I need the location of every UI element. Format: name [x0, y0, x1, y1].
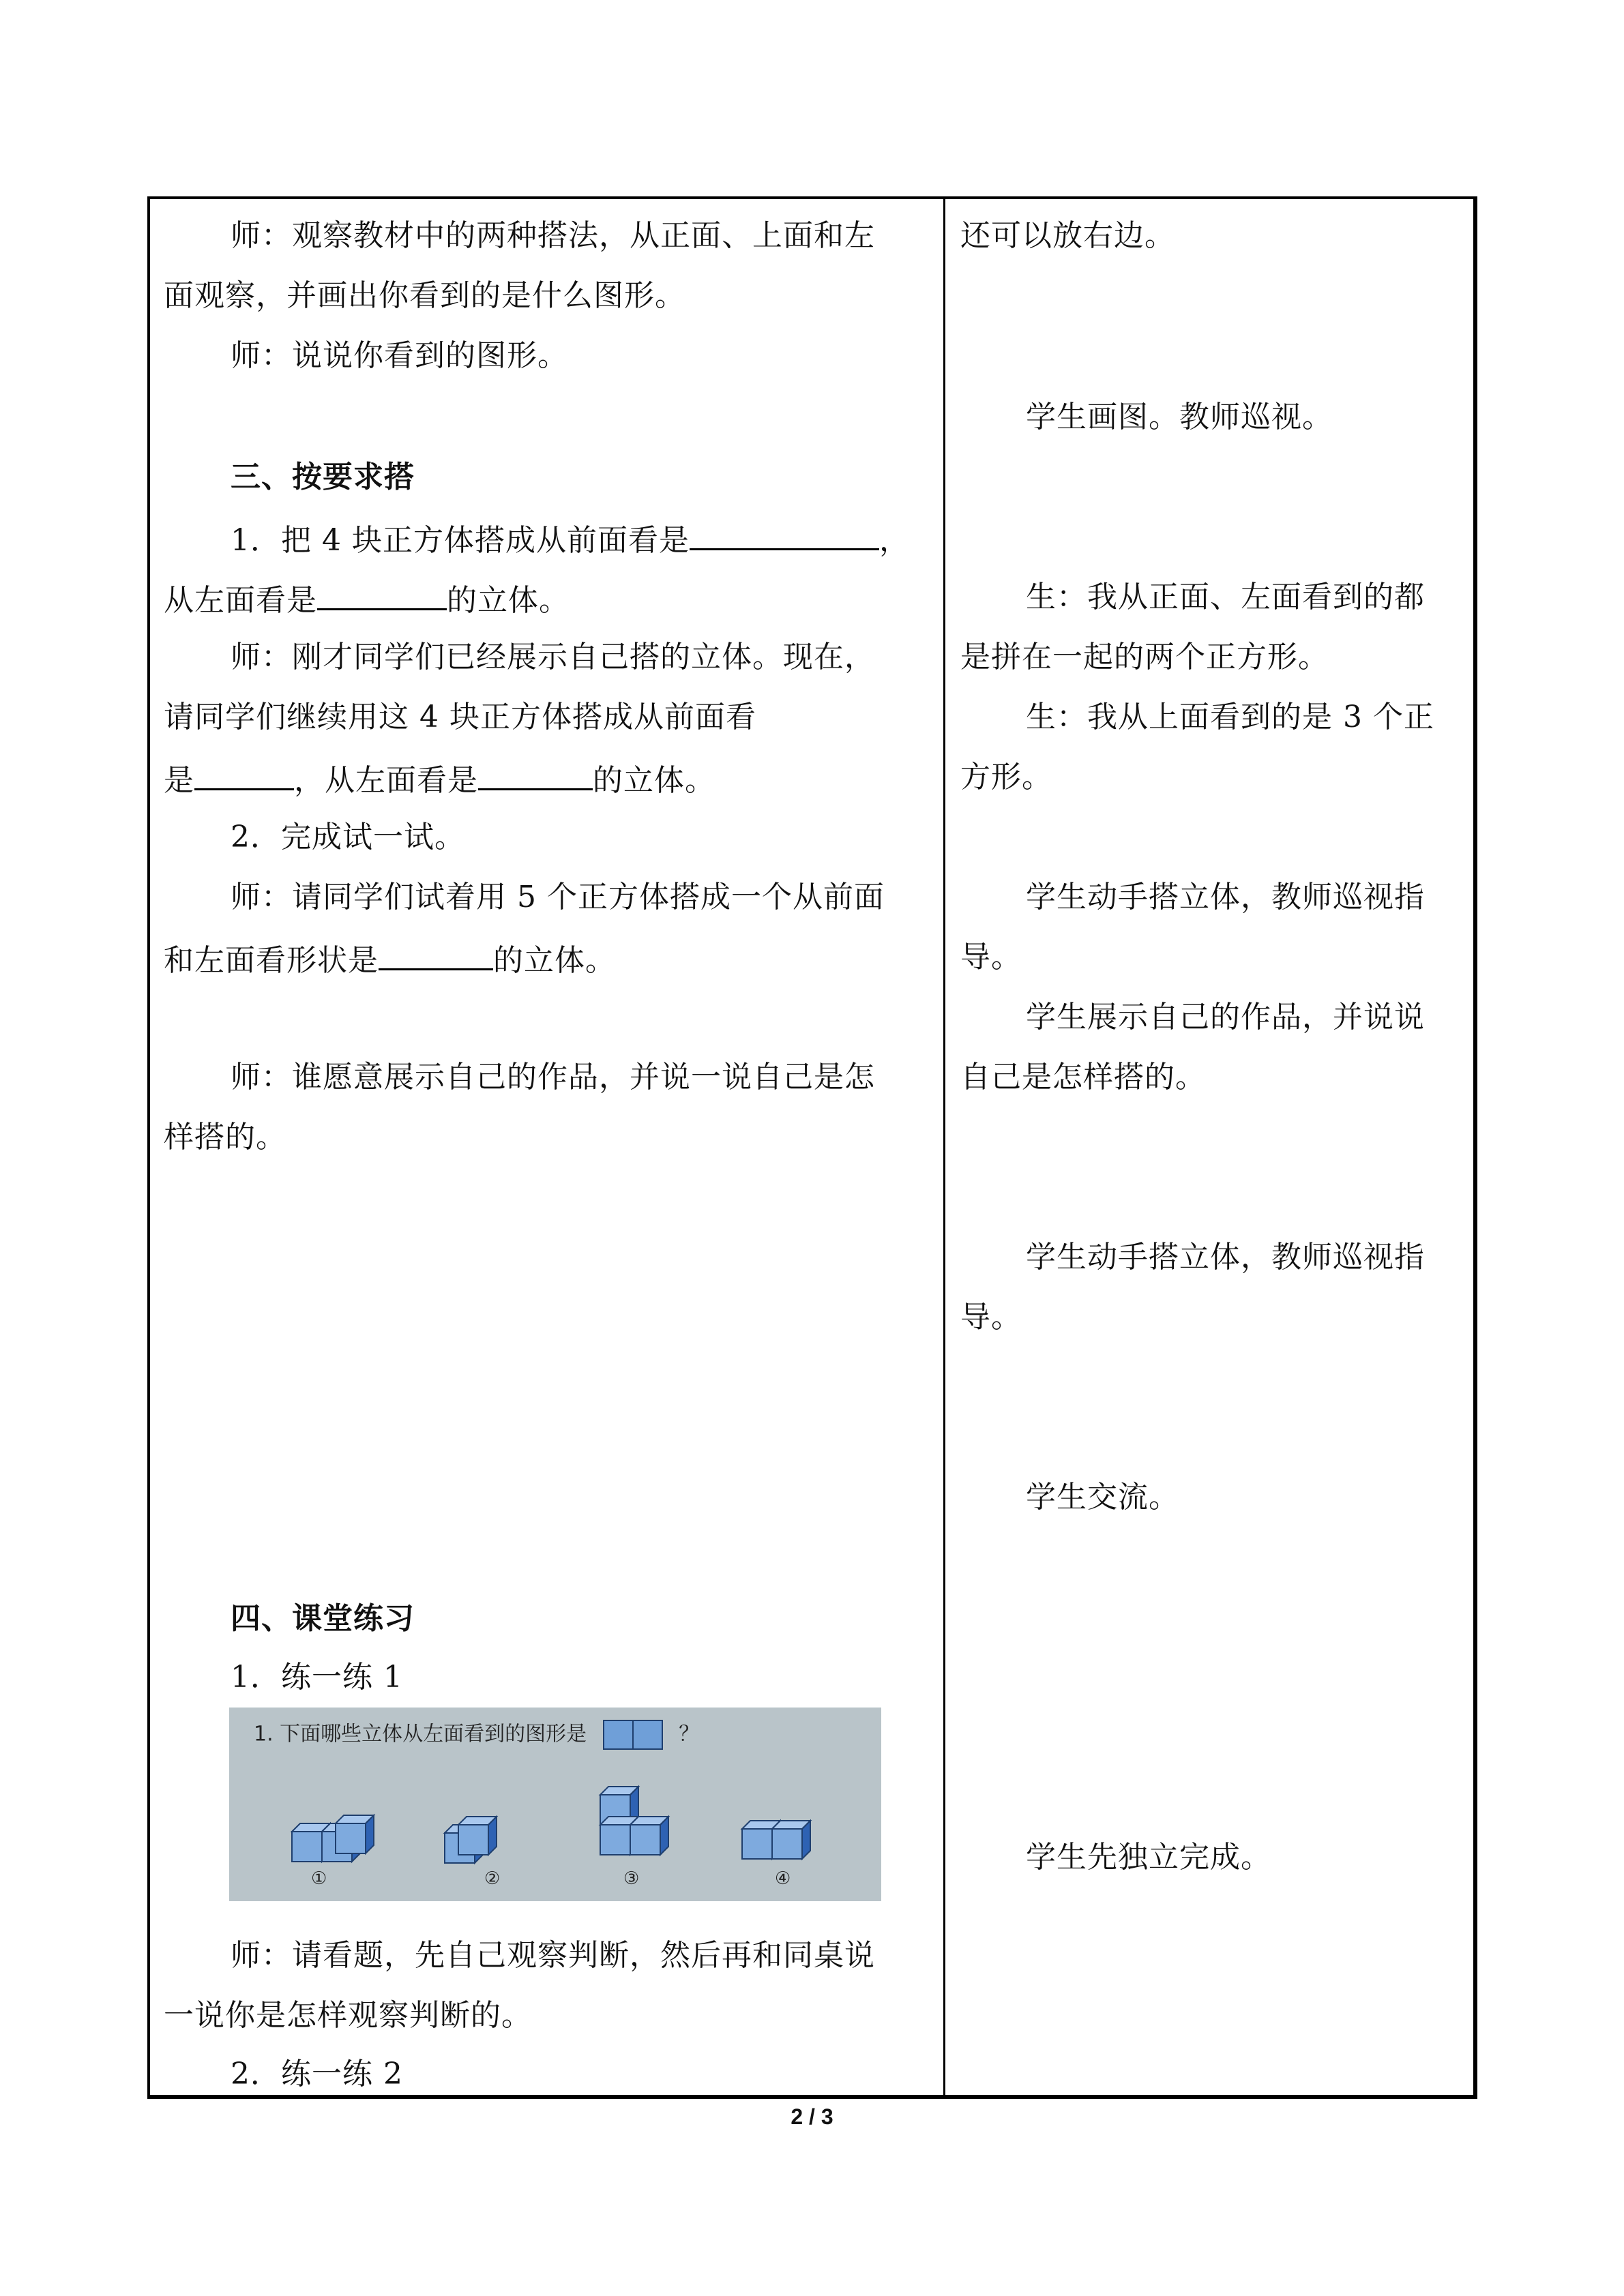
right-text: 学生展示自己的作品，并说说: [1026, 1000, 1425, 1034]
right-text: 学生交流。: [1026, 1480, 1179, 1515]
right-text: 学生画图。教师巡视。: [1026, 400, 1333, 434]
left-text: 1．把 4 块正方体搭成从前面看是 ，: [231, 518, 910, 560]
left-text: 2．练一练 2: [231, 2057, 403, 2091]
left-text: 师：刚才同学们已经展示自己搭的立体。现在，: [231, 640, 875, 674]
figure-label: ④: [775, 1868, 791, 1889]
column-divider: [943, 196, 945, 2099]
figure-caption: 1. 下面哪些立体从左面看到的图形是 ？: [254, 1720, 699, 1750]
right-text: 学生动手搭立体，教师巡视指: [1026, 880, 1425, 914]
right-text: 学生先独立完成。: [1026, 1840, 1271, 1875]
fill-blank: [379, 938, 493, 970]
cube-group-4: [742, 1821, 810, 1859]
left-text: 师：谁愿意展示自己的作品，并说一说自己是怎: [231, 1060, 875, 1094]
left-text: 师：观察教材中的两种搭法，从正面、上面和左: [231, 218, 875, 253]
cube-group-3: [600, 1787, 668, 1855]
left-text: 2．完成试一试。: [231, 820, 465, 854]
right-text: 是拼在一起的两个正方形。: [960, 640, 1329, 674]
left-text: 面观察，并画出你看到的是什么图形。: [164, 278, 685, 313]
left-text: 是 ，从左面看是 的立体。: [164, 758, 715, 800]
figure-label: ③: [623, 1868, 640, 1889]
textbook-figure: [229, 1708, 881, 1901]
left-text: 1．练一练 1: [231, 1660, 403, 1695]
right-text: 导。: [960, 940, 1022, 974]
section-heading: 四、课堂练习: [231, 1601, 415, 1636]
cube-group-2: [445, 1817, 497, 1863]
right-text: 生：我从正面、左面看到的都: [1026, 580, 1425, 614]
right-text: 生：我从上面看到的是 3 个正: [1026, 700, 1434, 734]
right-text: 导。: [960, 1300, 1022, 1335]
right-text: 学生动手搭立体，教师巡视指: [1026, 1240, 1425, 1274]
right-text: 还可以放右边。: [960, 218, 1175, 253]
right-text: 方形。: [960, 760, 1052, 794]
fill-blank: [690, 518, 879, 550]
left-text: 样搭的。: [164, 1120, 286, 1154]
cube-group-1: [292, 1815, 374, 1862]
fill-blank: [194, 758, 294, 790]
figure-label: ①: [311, 1868, 327, 1889]
left-text: 和左面看形状是 的立体。: [164, 938, 616, 980]
right-text: 自己是怎样搭的。: [960, 1060, 1206, 1094]
left-text: 请同学们继续用这 4 块正方体搭成从前面看: [164, 700, 756, 734]
left-text: 从左面看是 的立体。: [164, 578, 570, 620]
fill-blank: [478, 758, 593, 790]
page-number: 2 / 3: [791, 2104, 833, 2129]
left-text: 师：请同学们试着用 5 个正方体搭成一个从前面: [231, 880, 885, 914]
left-text: 一说你是怎样观察判断的。: [164, 1998, 532, 2033]
section-heading: 三、按要求搭: [231, 460, 415, 494]
left-text: 师：请看题，先自己观察判断，然后再和同桌说: [231, 1938, 875, 1973]
left-text: 师：说说你看到的图形。: [231, 338, 568, 373]
fill-blank: [317, 578, 447, 610]
figure-label: ②: [484, 1868, 501, 1889]
